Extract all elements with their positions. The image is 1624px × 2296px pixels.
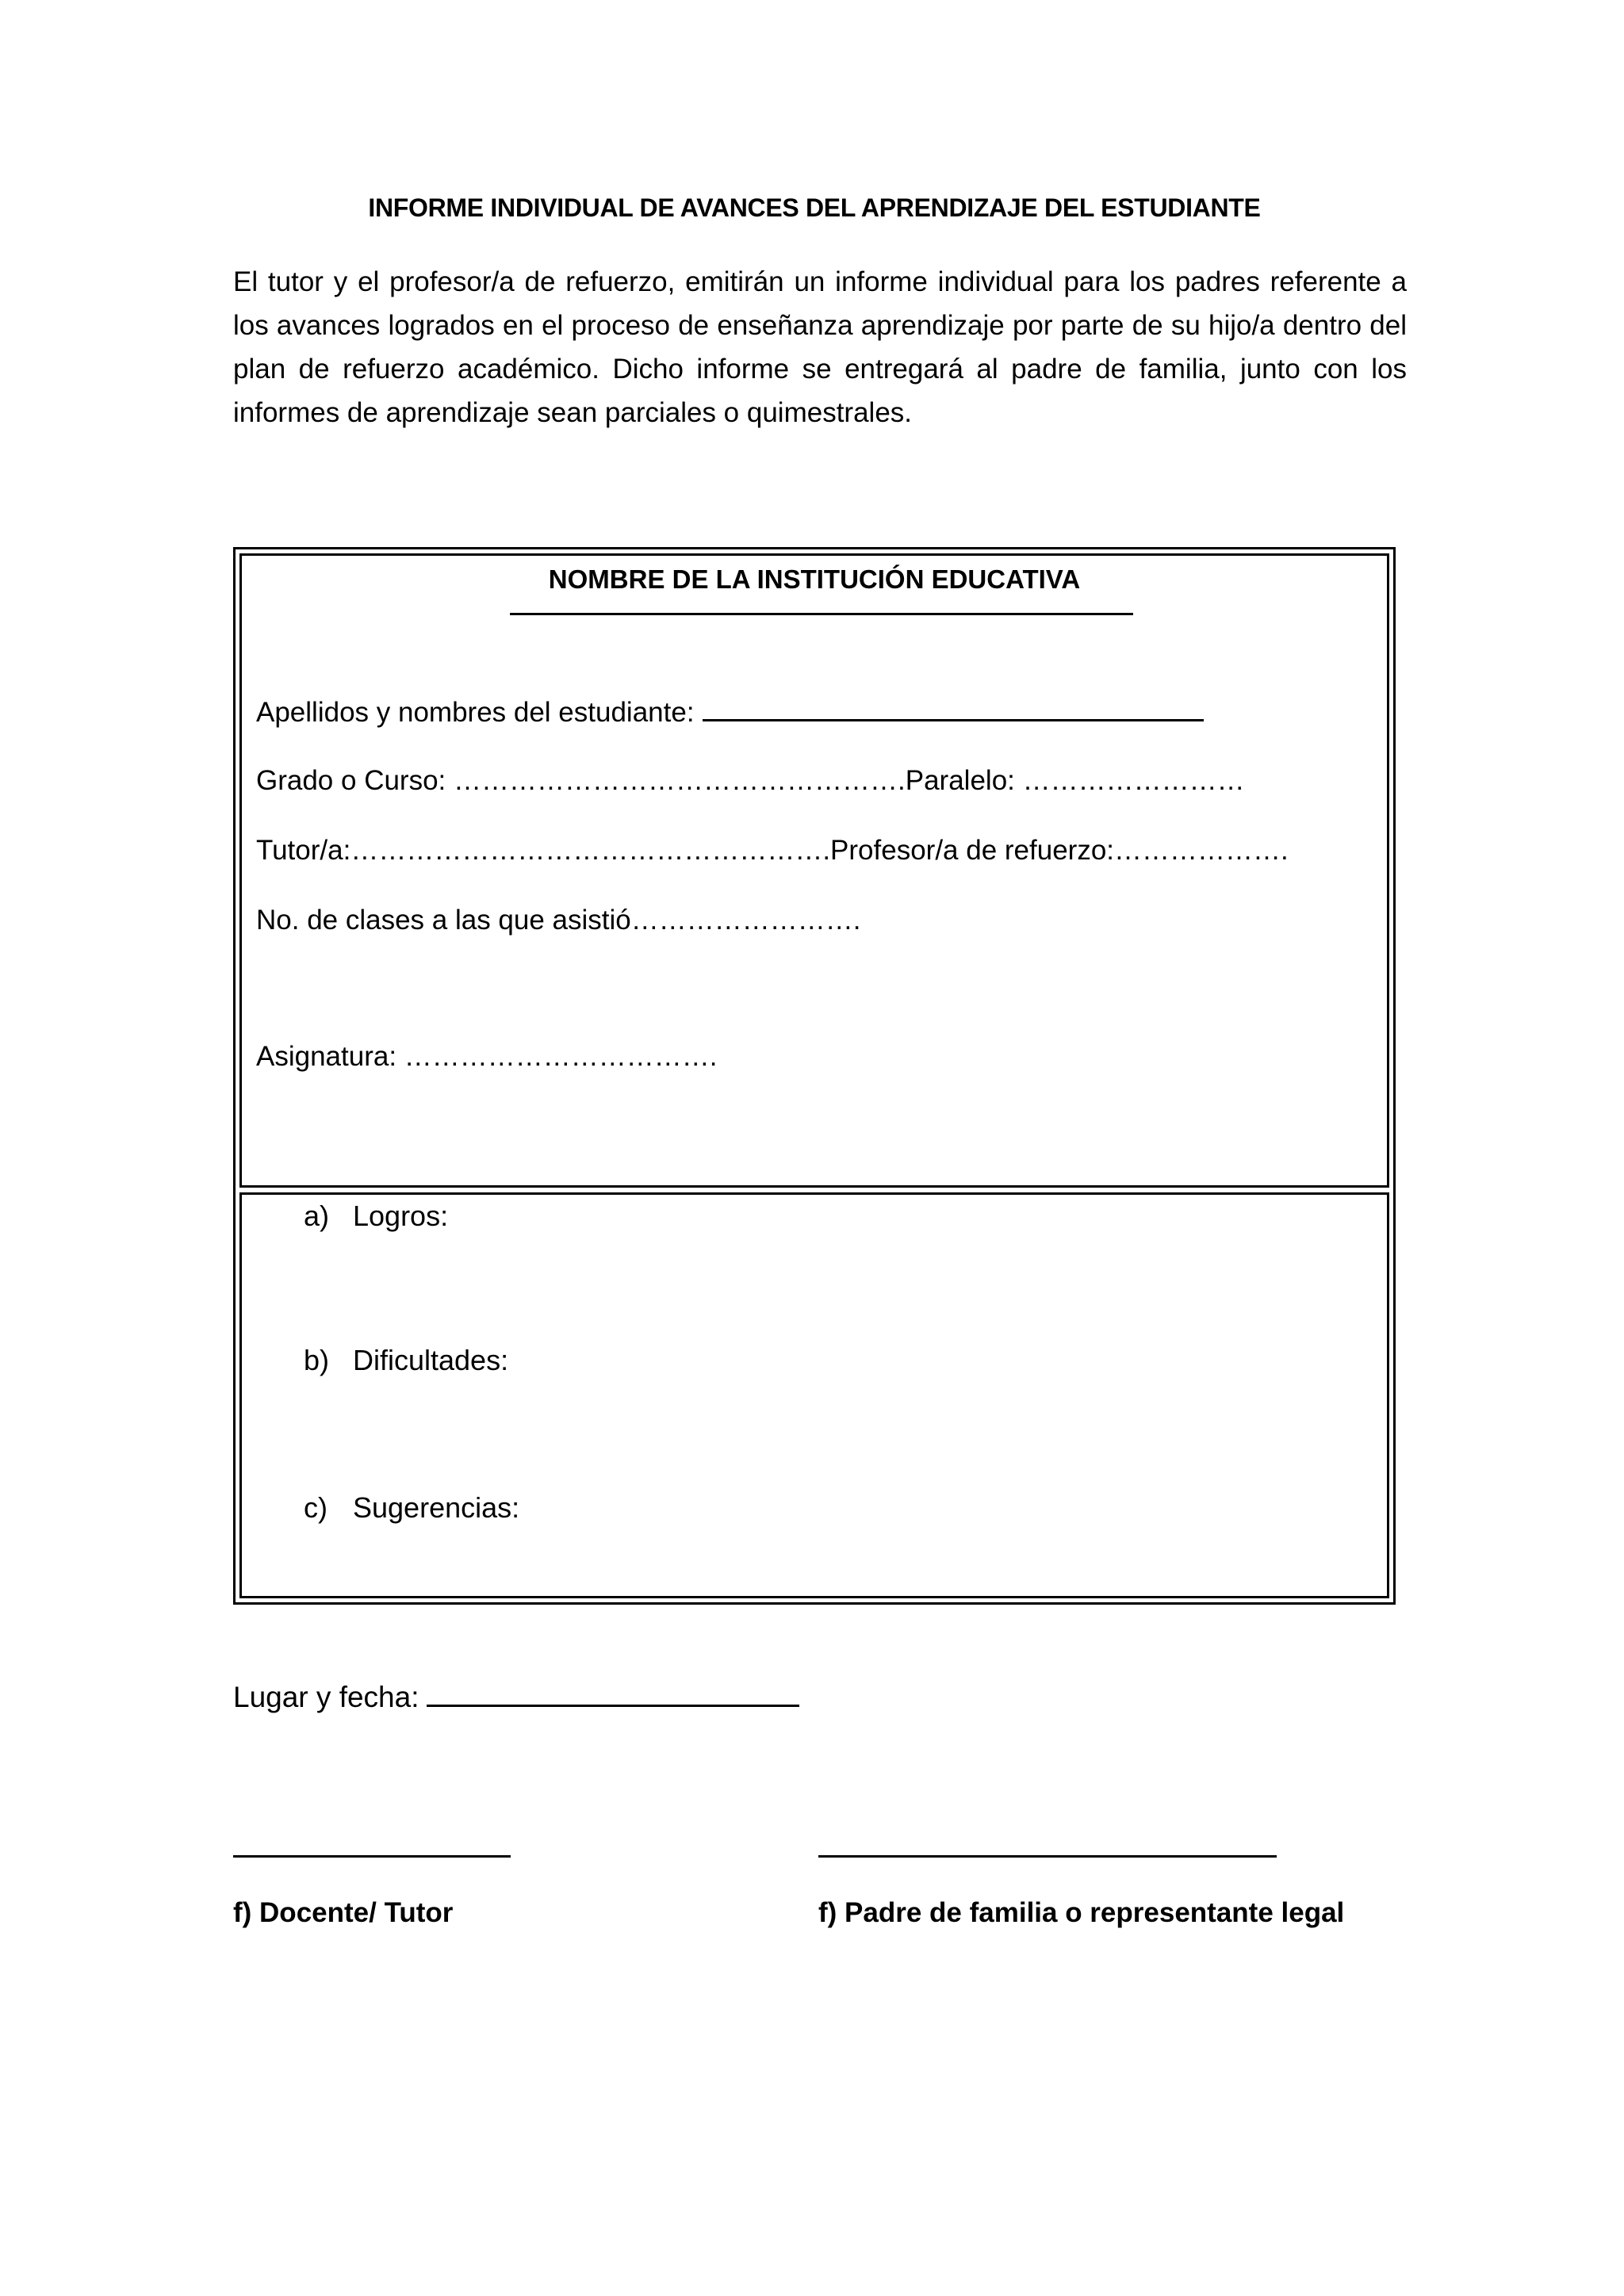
evaluation-section <box>239 1192 1389 1598</box>
place-date-line[interactable] <box>427 1678 799 1707</box>
item-letter: a) <box>304 1200 330 1232</box>
intro-paragraph: El tutor y el profesor/a de refuerzo, emitirán un informe individual para los padres referente a los avances logrados en el proceso de enseñanza aprendizaje por parte de su hijo/a dentro del plan de refuerzo académico. Dicho informe se entregará al padre de familia, junto con los informes de aprendizaje sean parciales o quimestrales. <box>233 266 1407 428</box>
grade-row <box>256 763 1245 798</box>
institution-heading: NOMBRE DE LA INSTITUCIÓN EDUCATIVA <box>548 564 1081 594</box>
student-name-row <box>256 695 1204 730</box>
student-name-label: Apellidos y nombres del estudiante: <box>256 697 695 728</box>
classes-row <box>256 903 861 938</box>
parent-signature-label: f) Padre de familia o representante legal <box>818 1897 1345 1928</box>
grade-label: Grado o Curso: <box>256 765 446 796</box>
item-label: Logros: <box>353 1200 449 1232</box>
item-label: Sugerencias: <box>353 1491 520 1524</box>
classes-label: No. de clases a las que asistió <box>256 905 631 936</box>
list-item-sugerencias <box>304 1489 519 1527</box>
list-item-logros <box>304 1197 448 1235</box>
student-name-line[interactable] <box>703 695 1204 721</box>
tutor-label: Tutor/a: <box>256 835 351 866</box>
subject-dots[interactable]: ……………………………. <box>404 1041 718 1072</box>
classes-dots[interactable]: ……………………. <box>630 905 861 936</box>
subject-label: Asignatura: <box>256 1041 397 1072</box>
institution-name-line[interactable] <box>510 613 1133 615</box>
teacher-dots[interactable]: ………………. <box>1114 835 1289 866</box>
teacher-label: Profesor/a de refuerzo: <box>830 835 1115 866</box>
place-date-row <box>233 1678 799 1717</box>
item-letter: b) <box>304 1344 330 1376</box>
document-title: INFORME INDIVIDUAL DE AVANCES DEL APRENDIZAJE DEL ESTUDIANTE <box>368 193 1261 222</box>
report-form <box>233 547 1396 1605</box>
item-letter: c) <box>304 1491 327 1524</box>
tutor-row <box>256 833 1289 868</box>
teacher-signature-label: f) Docente/ Tutor <box>233 1897 454 1928</box>
parent-signature-line[interactable] <box>818 1855 1277 1858</box>
grade-dots[interactable]: …………………………………………. <box>454 765 906 796</box>
teacher-signature-line[interactable] <box>233 1855 511 1858</box>
subject-row <box>256 1039 718 1074</box>
parallel-dots[interactable]: …………………… <box>1022 765 1245 796</box>
tutor-dots[interactable]: ……………………………………………. <box>350 835 831 866</box>
place-date-label: Lugar y fecha: <box>233 1681 419 1713</box>
parallel-label: Paralelo: <box>905 765 1015 796</box>
student-info-section <box>239 553 1389 1188</box>
list-item-dificultades <box>304 1341 508 1380</box>
item-label: Dificultades: <box>353 1344 509 1376</box>
